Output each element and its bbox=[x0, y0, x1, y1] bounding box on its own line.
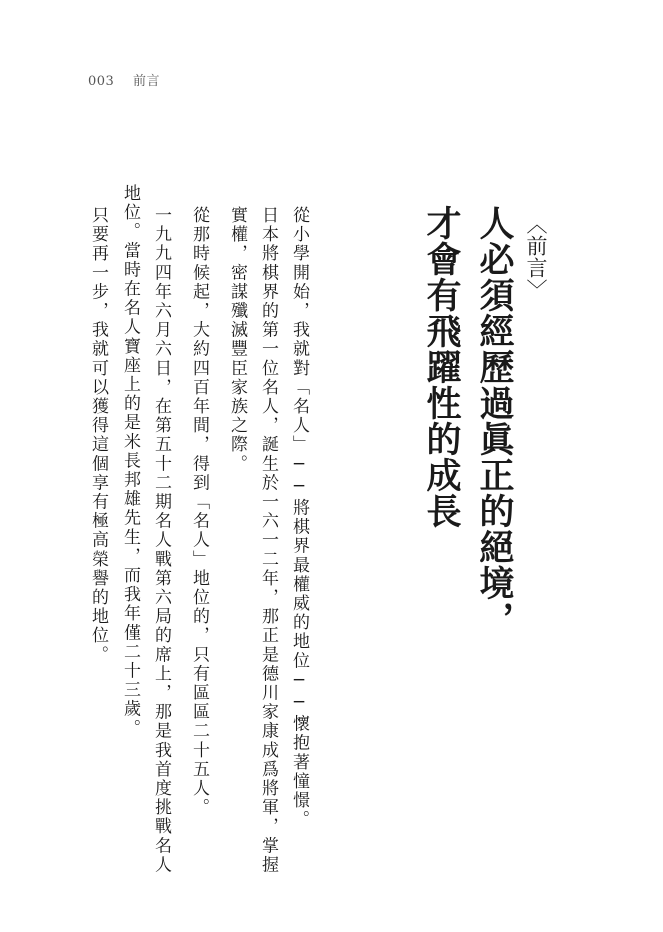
chapter-heading-line-1: 人必須經歷過眞正的絕境， bbox=[474, 205, 515, 637]
page-header bbox=[88, 70, 160, 89]
body-line: 從小學開始，我就對「名人」──將棋界最權威的地位──懷抱著憧憬。 bbox=[289, 206, 309, 830]
page-number: 003 bbox=[88, 74, 115, 89]
body-line: 從那時候起，大約四百年間，得到「名人」地位的，只有區區二十五人。 bbox=[189, 206, 209, 818]
body-line: 日本將棋界的第一位名人，誕生於一六一二年，那正是德川家康成爲將軍，掌握 bbox=[258, 206, 278, 875]
body-line: 地位。當時在名人寶座上的是米長邦雄先生，而我年僅二十三歲。 bbox=[120, 184, 140, 738]
body-line: 只要再一步，我就可以獲得這個享有極高榮譽的地位。 bbox=[88, 206, 108, 665]
chapter-heading-line-2: 才會有飛躍性的成長 bbox=[421, 205, 462, 529]
body-line: 一九九四年六月六日，在第五十二期名人戰第六局的席上，那是我首度挑戰名人 bbox=[151, 206, 171, 875]
running-title: 前言 bbox=[132, 74, 160, 89]
body-line: 實權，密謀殲滅豐臣家族之際。 bbox=[227, 206, 247, 474]
section-label: 〈前言〉 bbox=[524, 213, 548, 301]
